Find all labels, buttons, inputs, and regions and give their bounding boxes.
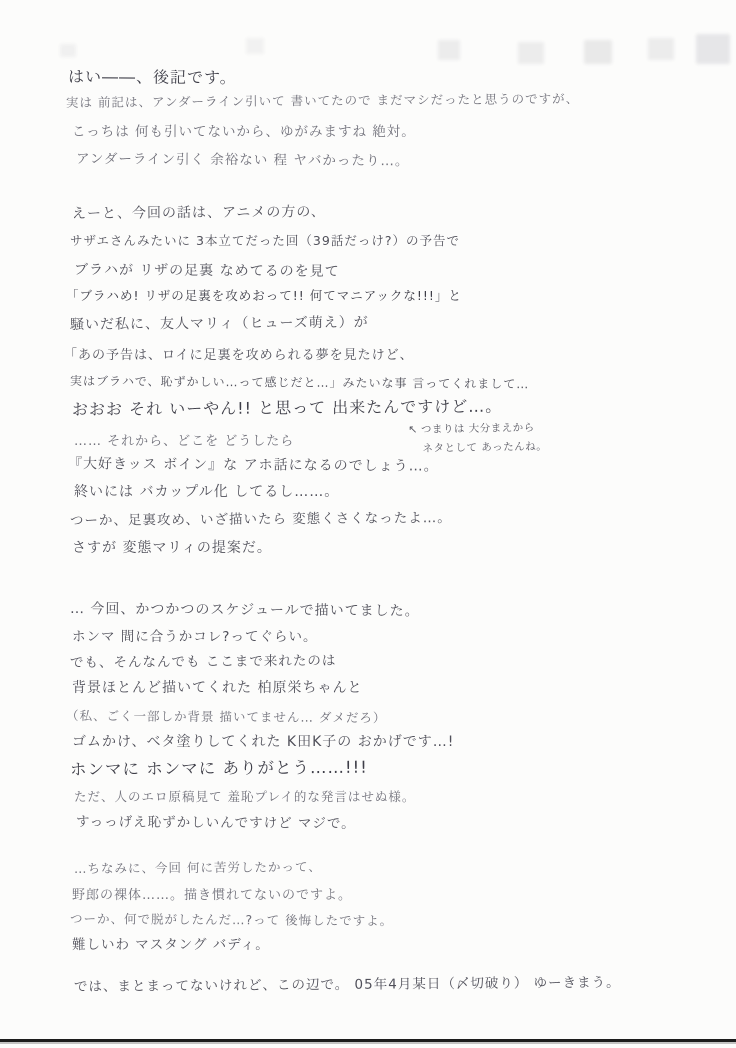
handwritten-line: ただ、人のエロ原稿見て 羞恥プレイ的な発言はせぬ様。 bbox=[74, 789, 416, 804]
margin-note-text: つまりは 大分まえから bbox=[420, 421, 535, 436]
handwritten-line: こっちは 何も引いてないから、ゆがみますね 絶対。 bbox=[72, 124, 416, 140]
handwritten-line: アンダーライン引く 余裕ない 程 ヤバかったり…。 bbox=[75, 151, 410, 170]
handwritten-line: 実はブラハで、恥ずかしい…って感じだと…」みたいな事 言ってくれまして… bbox=[69, 374, 530, 392]
handwritten-line: ホンマに ホンマに ありがとう……!!! bbox=[69, 757, 368, 779]
handwritten-line: ホンマ 間に合うかコレ?ってぐらい。 bbox=[72, 629, 318, 645]
handwritten-line: つーか、足裏攻め、いざ描いたら 変態くさくなったよ…。 bbox=[69, 510, 452, 529]
handwritten-line: 難しいわ マスタング バディ。 bbox=[72, 937, 270, 953]
handwritten-line: でも、そんなんでも ここまで来れたのは bbox=[69, 652, 337, 671]
handwritten-line: さすが 変態マリィの提案だ。 bbox=[72, 540, 272, 556]
handwritten-line: ブラハが リザの足裏 なめてるのを見て bbox=[73, 262, 340, 280]
bleedthrough-artifact bbox=[246, 38, 264, 54]
handwritten-line: 野郎の裸体……。描き慣れてないのですよ。 bbox=[72, 888, 353, 903]
handwritten-line: 「あの予告は、ロイに足裏を攻められる夢を見たけど、 bbox=[64, 348, 414, 363]
bleedthrough-artifact bbox=[584, 40, 612, 64]
margin-note-line2: ネタとして あったんね。 bbox=[422, 440, 548, 456]
handwritten-line: 騒いだ私に、友人マリィ（ヒューズ萌え）が bbox=[69, 314, 369, 333]
handwritten-line: （私、ごく一部しか背景 描いてません… ダメだろ） bbox=[65, 708, 387, 726]
handwritten-line: はい――、後記です。 bbox=[67, 67, 237, 88]
handwritten-line: 背景ほとんど描いてくれた 柏原栄ちゃんと bbox=[72, 680, 363, 696]
page-bottom-rule-shadow bbox=[0, 1042, 736, 1044]
handwritten-line: …… それから、どこを どうしたら bbox=[74, 434, 295, 449]
bleedthrough-artifact bbox=[60, 44, 76, 57]
handwritten-line: おおお それ いーやん!! と思って 出来たんですけど…。 bbox=[71, 396, 503, 419]
bleedthrough-artifact bbox=[648, 38, 674, 60]
handwritten-line: すっっげえ恥ずかしいんですけど マジで。 bbox=[75, 814, 356, 832]
handwritten-line: 終いには バカップル化 してるし……。 bbox=[74, 484, 340, 500]
handwritten-line: … 今回、かつかつのスケジュールで描いてました。 bbox=[69, 601, 420, 620]
handwritten-line: では、まとまってないけれど、この辺で。 05年4月某日（〆切破り） ゆーきまう。 bbox=[73, 974, 621, 995]
handwritten-line: ゴムかけ、ベタ塗りしてくれた K田K子の おかげです…! bbox=[72, 734, 455, 750]
handwritten-line: 『大好きッス ボイン』な アホ話になるのでしょう…。 bbox=[67, 456, 439, 475]
handwritten-line: つーか、何で脱がしたんだ…?って 後悔したですよ。 bbox=[69, 911, 394, 929]
handwritten-line: えーと、今回の話は、アニメの方の、 bbox=[71, 204, 326, 222]
arrow-up-left-icon: ↖ bbox=[408, 422, 418, 436]
handwritten-line: …ちなみに、今回 何に苦労したかって、 bbox=[73, 859, 322, 876]
margin-note-line1 bbox=[408, 418, 547, 441]
handwritten-line: 「ブラハめ! リザの足裏を攻めおって!! 何てマニアックな!!!」と bbox=[66, 288, 462, 303]
handwritten-line: サザエさんみたいに 3本立てだった回（39話だっけ?）の予告で bbox=[70, 233, 460, 248]
margin-note bbox=[408, 418, 547, 460]
handwritten-line: 実は 前記は、アンダーライン引いて 書いてたので まだマシだったと思うのですが、 bbox=[65, 90, 580, 110]
bleedthrough-artifact bbox=[696, 34, 730, 64]
bleedthrough-artifact bbox=[438, 40, 460, 60]
bleedthrough-artifact bbox=[518, 42, 544, 64]
